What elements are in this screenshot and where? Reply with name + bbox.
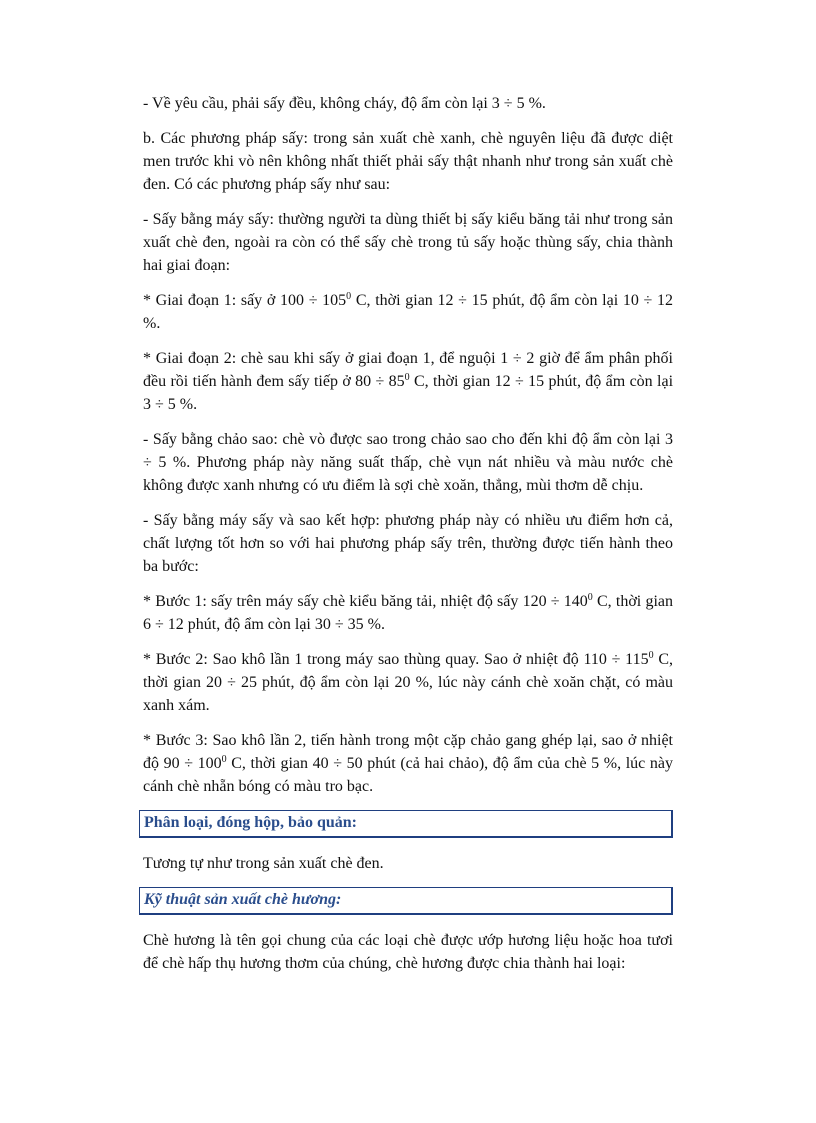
- classification-body: Tương tự như trong sản xuất chè đen.: [143, 855, 384, 872]
- drying-methods-paragraph: b. Các phương pháp sấy: trong sản xuất chè xanh, chè nguyên liệu đã được diệt men trước khi vò nên không nhất thiết phải sấy thật nhanh như trong sản xuất chè đen. Có các phương pháp sấy như sau:: [143, 130, 673, 193]
- document-page: [143, 92, 673, 987]
- machine-drying-paragraph: - Sấy bằng máy sấy: thường người ta dùng thiết bị sấy kiểu băng tải như trong sản xuất chè đen, ngoài ra còn có thể sấy chè trong tủ sấy hoặc thùng sấy, chia thành hai giai đoạn:: [143, 211, 673, 274]
- pan-drying-paragraph: - Sấy bằng chảo sao: chè vò được sao trong chảo sao cho đến khi độ ẩm còn lại 3 ÷ 5 %. Phương pháp này năng suất thấp, chè vụn nát nhiều và màu nước chè không được xanh nhưng có ưu điểm là sợi chè xoăn, thẳng, mùi thơm dễ chịu.: [143, 431, 673, 494]
- step-3-paragraph: * Bước 3: Sao khô lần 2, tiến hành trong một cặp chảo gang ghép lại, sao ở nhiệt độ $90 \div 100^0$ C, thời gian 40 ÷ 50 phút (cả hai chảo), độ ẩm của chè 5 %, lúc này cánh chè nhẵn bóng có màu tro bạc.: [143, 732, 673, 795]
- moisture-requirement-paragraph: - Về yêu cầu, phải sấy đều, không cháy, độ ẩm còn lại 3 ÷ 5 %.: [143, 95, 546, 112]
- section-heading-classification: Phân loại, đóng hộp, bảo quản:: [139, 810, 673, 838]
- step-2-paragraph: * Bước 2: Sao khô lần 1 trong máy sao thùng quay. Sao ở nhiệt độ $110 \div 115^0$ C, thời gian 20 ÷ 25 phút, độ ẩm còn lại 20 %, lúc này cánh chè xoăn chặt, có màu xanh xám.: [143, 650, 673, 714]
- stage-1-paragraph: * Giai đoạn 1: sấy ở $100 \div 105^0$ C, thời gian 12 ÷ 15 phút, độ ẩm còn lại 10 ÷ 12 %.: [143, 291, 674, 332]
- scented-tea-body: Chè hương là tên gọi chung của các loại chè được ướp hương liệu hoặc hoa tươi để chè hấp thụ hương thơm của chúng, chè hương được chia thành hai loại:: [143, 932, 673, 972]
- step-1-paragraph: * Bước 1: sấy trên máy sấy chè kiểu băng tải, nhiệt độ sấy $120 \div 140^0$ C, thời gian 6 ÷ 12 phút, độ ẩm còn lại 30 ÷ 35 %.: [143, 592, 674, 633]
- combined-drying-paragraph: - Sấy bằng máy sấy và sao kết hợp: phương pháp này có nhiều ưu điểm hơn cả, chất lượng tốt hơn so với hai phương pháp sấy trên, thường được tiến hành theo ba bước:: [143, 512, 673, 575]
- section-heading-scented-tea: Kỹ thuật sản xuất chè hương:: [139, 887, 673, 915]
- stage-2-paragraph: * Giai đoạn 2: chè sau khi sấy ở giai đoạn 1, để nguội 1 ÷ 2 giờ để ẩm phân phối đều rồi tiến hành đem sấy tiếp ở $80 \div 85^0$ C, thời gian 12 ÷ 15 phút, độ ẩm còn lại 3 ÷ 5 %.: [143, 350, 674, 413]
